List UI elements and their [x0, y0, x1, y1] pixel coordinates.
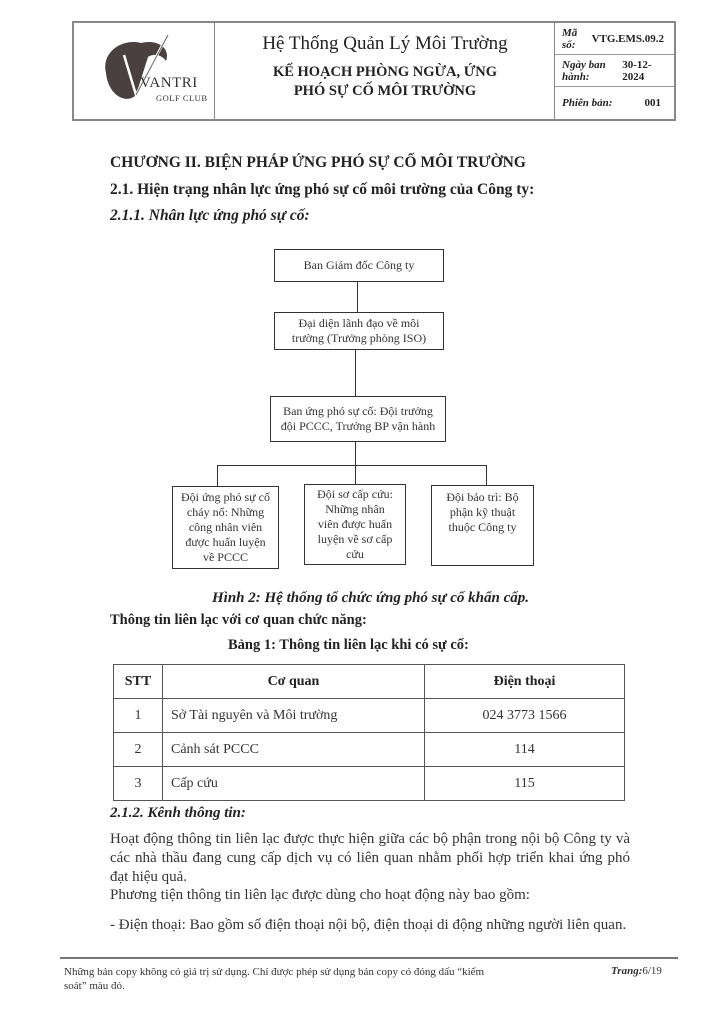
cell-phone: 114 — [425, 733, 625, 767]
plan-title-line2: PHÓ SỰ CỐ MÔI TRƯỜNG — [293, 83, 477, 99]
meta-value: VTG.EMS.09.2 — [591, 32, 664, 45]
page-number — [611, 965, 662, 977]
plan-title-line1: KẾ HOẠCH PHÒNG NGỪA, ỨNG — [272, 64, 498, 80]
contact-table — [113, 664, 625, 801]
footer-divider — [60, 957, 678, 959]
meta-issue-date — [555, 55, 674, 87]
org-box-label: Đội bảo trì: Bộ phận kỹ thuật thuộc Công ty — [446, 490, 519, 534]
section-2-1-heading: 2.1. Hiện trạng nhân lực ứng phó sự cố môi trường của Công ty: — [110, 181, 535, 198]
document-header — [72, 21, 676, 121]
meta-label: Ngày ban hành: — [562, 58, 606, 83]
meta-doc-code — [555, 23, 674, 55]
figure-caption: Hình 2: Hệ thống tổ chức ứng phó sự cố khẩn cấp. — [212, 590, 529, 606]
meta-value: 30-12-2024 — [622, 58, 652, 83]
org-box-label: Đội sơ cấp cứu: Những nhân viên được huấn luyện về sơ cấp cứu — [317, 487, 393, 561]
connector-line — [355, 465, 356, 486]
org-box-fire-team — [172, 486, 279, 569]
footer-note: Những bản copy không có giá trị sử dụng. Chỉ được phép sử dụng bản copy có đóng dấu “kiểm soát” màu đỏ. — [64, 966, 485, 992]
meta-label: Mã số: — [562, 26, 578, 51]
table-caption: Bảng 1: Thông tin liên lạc khi có sự cố: — [228, 637, 469, 653]
connector-line — [355, 350, 356, 396]
org-box-first-aid-team — [304, 484, 406, 565]
col-header-phone: Điện thoại — [425, 665, 625, 699]
contact-heading: Thông tin liên lạc với cơ quan chức năng: — [110, 612, 367, 628]
cell-agency: Sở Tài nguyên và Môi trường — [163, 699, 425, 733]
system-title: Hệ Thống Quản Lý Môi Trường — [262, 33, 508, 54]
cell-phone: 024 3773 1566 — [425, 699, 625, 733]
meta-value: 001 — [644, 97, 661, 109]
connector-line — [486, 465, 487, 485]
document-meta — [555, 23, 674, 119]
org-box-label: Ban ứng phó sự cố: Đội trưởng đội PCCC, Trưởng BP vận hành — [280, 404, 436, 433]
cell-agency: Cảnh sát PCCC — [163, 733, 425, 767]
chapter-title: CHƯƠNG II. BIỆN PHÁP ỨNG PHÓ SỰ CỐ MÔI TRƯỜNG — [110, 154, 526, 171]
table-row — [114, 767, 625, 801]
meta-label: Phiên bản: — [562, 97, 613, 109]
col-header-stt: STT — [114, 665, 163, 699]
org-box-env-rep — [274, 312, 444, 350]
cell-stt: 3 — [114, 767, 163, 801]
org-box-maintenance-team — [431, 485, 534, 566]
cell-stt: 1 — [114, 699, 163, 733]
org-box-label: Đại diện lãnh đạo về môi trường (Trưởng phòng ISO) — [291, 316, 427, 345]
table-row — [114, 733, 625, 767]
org-box-board — [274, 249, 444, 282]
logo-brand: VANTRI — [140, 75, 198, 91]
org-box-label: Ban Giám đốc Công ty — [303, 258, 415, 272]
connector-line — [357, 282, 358, 312]
paragraph-means: Phương tiện thông tin liên lạc được dùng cho hoạt động này bao gồm: — [110, 887, 530, 903]
connector-line — [217, 465, 218, 486]
section-2-1-1-heading: 2.1.1. Nhân lực ứng phó sự cố: — [110, 207, 310, 224]
connector-line — [355, 442, 356, 466]
connector-line — [217, 465, 487, 466]
cell-stt: 2 — [114, 733, 163, 767]
col-header-agency: Cơ quan — [163, 665, 425, 699]
org-box-label: Đội ứng phó sự cố cháy nổ: Những công nhân viên được huấn luyện về PCCC — [180, 490, 270, 564]
paragraph-communication: Hoạt động thông tin liên lạc được thực hiện giữa các bộ phận trong nội bộ Công ty và các nhà thầu đang cung cấp dịch vụ có liên quan nhằm phối hợp triển khai ứng phó đạt hiệu quả. — [110, 831, 630, 885]
cell-phone: 115 — [425, 767, 625, 801]
table-header-row — [114, 665, 625, 699]
logo-subtitle: GOLF CLUB — [156, 93, 208, 103]
page-value: 6/19 — [642, 965, 662, 977]
paragraph-phone: - Điện thoại: Bao gồm số điện thoại nội bộ, điện thoại di động những người liên quan. — [110, 917, 627, 933]
plan-title — [216, 63, 554, 101]
section-2-1-2-heading: 2.1.2. Kênh thông tin: — [110, 805, 246, 821]
cell-agency: Cấp cứu — [163, 767, 425, 801]
org-box-response-board — [270, 396, 446, 442]
header-title-block — [216, 23, 555, 119]
company-logo — [74, 23, 215, 119]
page-label: Trang: — [611, 965, 643, 977]
table-row — [114, 699, 625, 733]
meta-version — [555, 87, 674, 119]
